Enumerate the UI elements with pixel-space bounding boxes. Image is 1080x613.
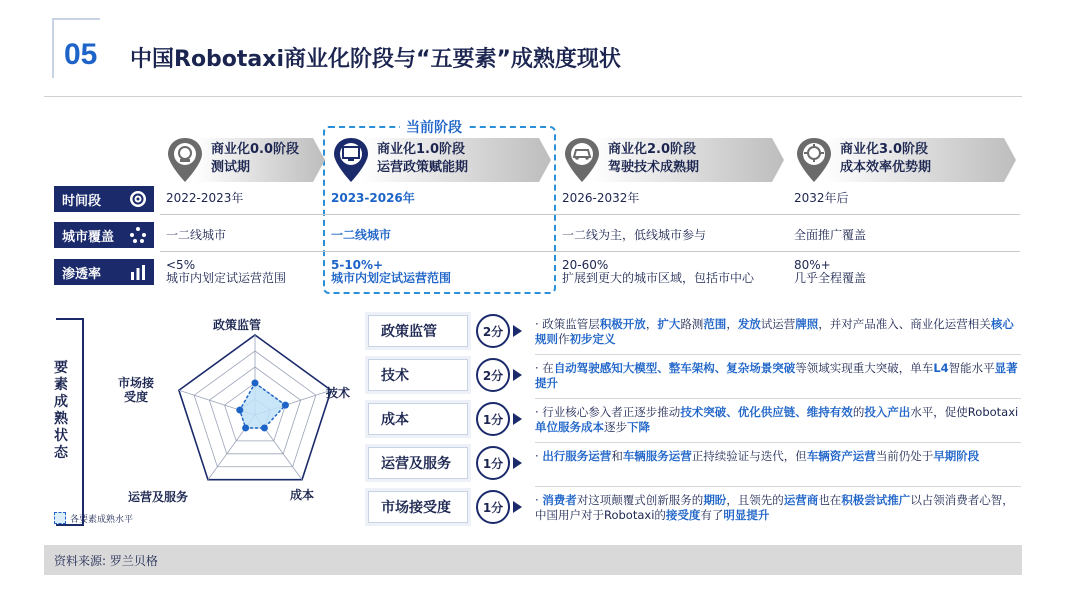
description-text: 的 — [852, 405, 865, 419]
highlight-text: 车辆服务运营 — [622, 449, 692, 463]
radar-chart — [150, 330, 360, 500]
factor-label: 技术 — [368, 359, 468, 391]
robot-head-icon — [165, 136, 205, 184]
description-text: ， — [645, 317, 658, 331]
description-text: ，并对产品准入、商业化运营相关 — [818, 317, 991, 331]
description-text: 作 — [558, 332, 570, 346]
highlight-text: 自动驾驶感知大模型、整车架构、复杂场景突破 — [553, 361, 796, 375]
coverage-cell: 一二线为主，低线城市参与 — [562, 228, 707, 242]
radar-point — [261, 424, 268, 431]
highlight-text: 消费者 — [542, 493, 577, 507]
penetration-cell — [331, 259, 451, 285]
score-badge: 1分 — [476, 490, 510, 524]
highlight-text: 扩大 — [657, 317, 681, 331]
factor-description — [535, 361, 1021, 391]
period-cell: 2026-2032年 — [562, 191, 640, 205]
factor-label: 市场接受度 — [368, 491, 468, 523]
description-text: · 在 — [535, 361, 554, 375]
period-cell: 2023-2026年 — [331, 191, 415, 205]
factor-label: 政策监管 — [368, 315, 468, 347]
highlight-text: 牌照 — [795, 317, 819, 331]
factor-description — [535, 405, 1021, 435]
description-text: 当前仍处于 — [875, 449, 934, 463]
highlight-text: 车辆资产运营 — [806, 449, 876, 463]
penetration-scope: 城市内划定试运营范围 — [166, 271, 287, 285]
stage-subtitle: 运营政策赋能期 — [377, 160, 469, 175]
description-text: · — [535, 493, 543, 507]
highlight-text: 发放 — [737, 317, 761, 331]
highlight-text: 期盼 — [703, 493, 727, 507]
highlight-text: 初步定义 — [569, 332, 616, 346]
penetration-cell — [794, 259, 866, 285]
header-divider — [44, 96, 1022, 97]
arrow-right-icon — [513, 457, 522, 469]
row-header-label: 时间段 — [62, 193, 102, 209]
arrow-right-icon — [513, 413, 522, 425]
stage-title: 商业化2.0阶段 — [608, 142, 697, 157]
stage-title: 商业化0.0阶段 — [211, 142, 300, 157]
penetration-value: 80%+ — [794, 258, 831, 272]
radar-axis-label: 运营及服务 — [128, 490, 189, 504]
highlight-text: 显著提升 — [535, 361, 1018, 390]
highlight-text: 投入产出 — [864, 405, 911, 419]
highlight-text: 接受度 — [665, 508, 701, 522]
radar-axis-label: 市场接受度 — [117, 376, 154, 404]
radar-point — [242, 424, 249, 431]
legend-swatch — [54, 512, 66, 524]
period-cell: 2022-2023年 — [166, 191, 244, 205]
highlight-text: 出行服务运营 — [542, 449, 612, 463]
stage-title: 商业化3.0阶段 — [840, 142, 929, 157]
description-text: 和 — [611, 449, 623, 463]
factor-description — [535, 449, 1021, 464]
radar-point — [236, 407, 243, 414]
description-text: 对这项颠覆式创新服务的 — [576, 493, 704, 507]
penetration-scope: 几乎全程覆盖 — [794, 271, 867, 285]
factor-divider — [535, 486, 1021, 487]
radar-axis-label: 政策监管 — [213, 318, 262, 332]
radar-area — [240, 383, 286, 428]
arrow-right-icon — [513, 501, 522, 513]
highlight-text: L4 — [933, 361, 949, 375]
stage-3 — [794, 138, 1016, 182]
row-header-period — [54, 186, 154, 212]
penetration-scope: 城市内划定试运营范围 — [331, 271, 452, 285]
row-divider — [160, 251, 1020, 252]
factor-label: 成本 — [368, 403, 468, 435]
description-text: · 政策监管层 — [535, 317, 600, 331]
factor-label: 运营及服务 — [368, 447, 468, 479]
radar-point — [252, 380, 259, 387]
period-cell: 2032年后 — [794, 191, 849, 205]
row-header-label: 城市覆盖 — [62, 229, 115, 245]
highlight-text: 核心规则 — [535, 317, 1014, 346]
highlight-text: 下降 — [627, 420, 650, 434]
coverage-cell: 一二线城市 — [331, 228, 392, 242]
highlight-text: 单位服务成本 — [535, 420, 604, 434]
description-text: · 行业核心参入者正逐步推动 — [535, 405, 681, 419]
penetration-cell — [166, 259, 286, 285]
brain-chip-icon — [794, 136, 834, 184]
score-badge: 1分 — [476, 402, 510, 436]
bar-chart-icon — [128, 262, 148, 282]
description-text: 智能水平 — [948, 361, 995, 375]
stage-subtitle: 成本效率优势期 — [840, 160, 932, 175]
highlight-text: 积极尝试推广 — [841, 493, 911, 507]
highlight-text: 早期阶段 — [933, 449, 980, 463]
radar-axis-label: 成本 — [290, 488, 315, 502]
description-text: 以占领消费者心智，中国用户对于Robotaxi的 — [535, 493, 1014, 522]
network-icon — [128, 225, 148, 245]
description-text: 正持续验证与迭代，但 — [691, 449, 807, 463]
description-text: 有了 — [700, 508, 724, 522]
coverage-cell: 全面推广覆盖 — [794, 228, 867, 242]
stage-2 — [562, 138, 784, 182]
penetration-cell — [562, 259, 754, 285]
arrow-right-icon — [513, 369, 522, 381]
description-text: 等领域实现重大突破，单车 — [795, 361, 934, 375]
factor-divider — [535, 354, 1021, 355]
car-icon — [562, 136, 602, 184]
stage-title: 商业化1.0阶段 — [377, 142, 466, 157]
row-header-label: 渗透率 — [62, 266, 102, 282]
stage-1 — [331, 138, 551, 182]
score-badge: 2分 — [476, 314, 510, 348]
stage-subtitle: 驾驶技术成熟期 — [608, 160, 700, 175]
monitor-car-icon — [331, 136, 371, 184]
stage-0 — [165, 138, 325, 182]
description-text: ，且领先的 — [726, 493, 784, 507]
factor-divider — [535, 398, 1021, 399]
description-text: 试运营 — [760, 317, 796, 331]
description-text: 水平，促使Robotaxi — [910, 405, 1019, 419]
factor-divider — [535, 442, 1021, 443]
radar-axis-label: 技术 — [326, 386, 351, 400]
gear-icon — [128, 189, 148, 209]
score-badge: 1分 — [476, 446, 510, 480]
highlight-text: 明显提升 — [723, 508, 770, 522]
penetration-value: 5-10%+ — [331, 258, 384, 272]
penetration-scope: 扩展到更大的城市区域，包括市中心 — [562, 271, 755, 285]
description-text: · — [535, 449, 543, 463]
legend-label: 各要素成熟水平 — [70, 515, 134, 525]
section-number: 05 — [64, 38, 98, 71]
factor-description — [535, 317, 1021, 347]
source-note: 资料来源: 罗兰贝格 — [44, 545, 1022, 575]
side-label: 要素成熟状态 — [54, 360, 68, 461]
stage-subtitle: 测试期 — [211, 160, 251, 175]
description-text: 路测 — [680, 317, 704, 331]
highlight-text: 技术突破、优化供应链、维持有效 — [680, 405, 853, 419]
row-header-penetration — [54, 259, 154, 285]
row-header-coverage — [54, 222, 154, 248]
score-badge: 2分 — [476, 358, 510, 392]
radar-point — [282, 402, 289, 409]
highlight-text: 积极开放 — [599, 317, 646, 331]
description-text: ， — [726, 317, 738, 331]
penetration-value: 20-60% — [562, 258, 609, 272]
current-stage-label: 当前阶段 — [400, 117, 468, 137]
coverage-cell: 一二线城市 — [166, 228, 227, 242]
penetration-value: <5% — [166, 258, 196, 272]
arrow-right-icon — [513, 325, 522, 337]
highlight-text: 运营商 — [783, 493, 819, 507]
row-divider — [160, 214, 1020, 215]
description-text: 也在 — [818, 493, 842, 507]
highlight-text: 范围 — [703, 317, 727, 331]
description-text: 逐步 — [604, 420, 627, 434]
page-title: 中国Robotaxi商业化阶段与“五要素”成熟度现状 — [130, 47, 621, 72]
factor-description — [535, 493, 1021, 523]
